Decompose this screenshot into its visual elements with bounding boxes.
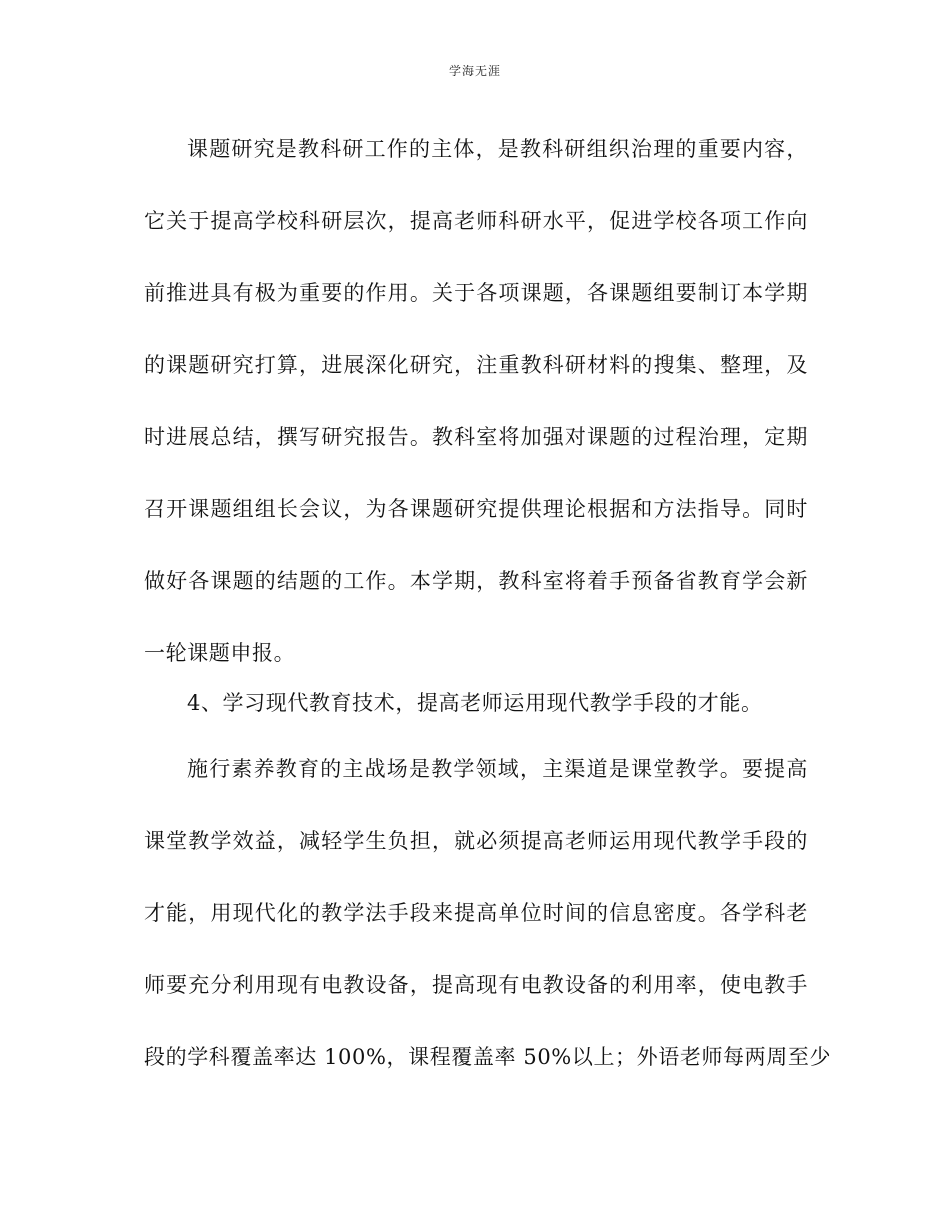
document-body — [144, 124, 832, 1104]
paragraph-line: 才能，用现代化的教学法手段来提高单位时间的信息密度。各学科老 — [144, 901, 808, 925]
paragraph-line: 一轮课题申报。 — [144, 641, 296, 665]
section-heading: 4、学习现代教育技术，提高老师运用现代教学手段的才能。 — [187, 691, 763, 715]
paragraph-line: 课题研究是教科研工作的主体，是教科研组织治理的重要内容， — [187, 137, 808, 161]
page-header: 学海无涯 — [448, 64, 501, 78]
paragraph-line: 课堂教学效益，减轻学生负担，就必须提高老师运用现代教学手段的 — [144, 829, 808, 853]
paragraph-line: 召开课题组组长会议，为各课题研究提供理论根据和方法指导。同时 — [144, 497, 808, 521]
paragraph-line: 施行素养教育的主战场是教学领域，主渠道是课堂教学。要提高 — [187, 757, 808, 781]
paragraph-line: 时进展总结，撰写研究报告。教科室将加强对课题的过程治理，定期 — [144, 425, 808, 449]
paragraph-line: 前推进具有极为重要的作用。关于各项课题，各课题组要制订本学期 — [144, 281, 808, 305]
paragraph-line: 的课题研究打算，进展深化研究，注重教科研材料的搜集、整理，及 — [144, 353, 808, 377]
paragraph-line: 师要充分利用现有电教设备，提高现有电教设备的利用率，使电教手 — [144, 973, 808, 997]
paragraph-line: 段的学科覆盖率达 100%，课程覆盖率 50%以上；外语老师每两周至少 — [144, 1045, 832, 1069]
paragraph-line: 做好各课题的结题的工作。本学期，教科室将着手预备省教育学会新 — [144, 569, 808, 593]
paragraph-line: 它关于提高学校科研层次，提高老师科研水平，促进学校各项工作向 — [144, 209, 808, 233]
